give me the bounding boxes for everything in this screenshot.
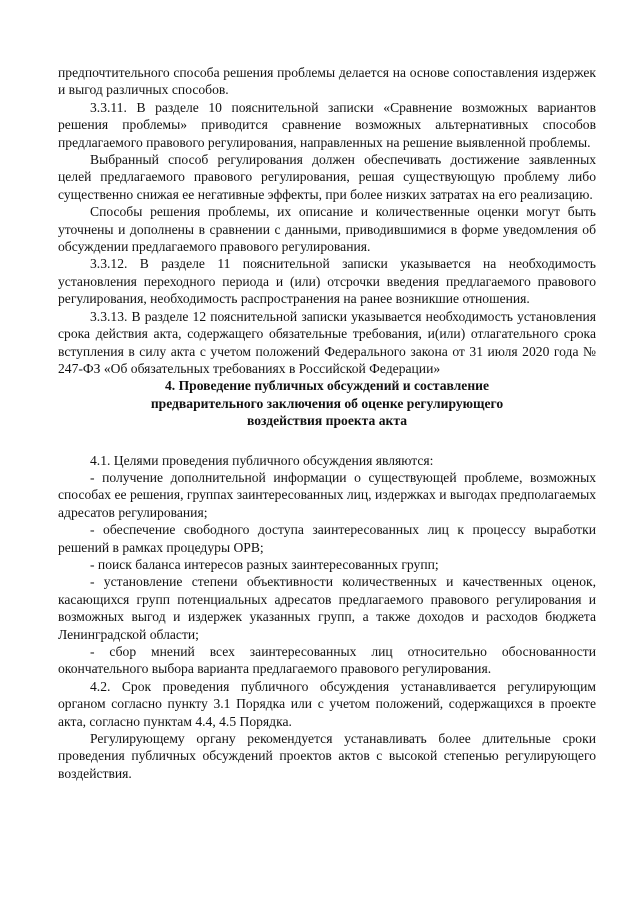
- paragraph-3-3-13: 3.3.13. В разделе 12 пояснительной записки указывается необходимость установления срока действия акта, содержащего обязательные требования, и(или) отлагательного срока вступления в силу акта с учетом положений Федерального закона от 31 июля 2020 года № 247-ФЗ «Об обязательных требованиях в Российской Федерации»: [58, 308, 596, 376]
- list-item-opinions: - сбор мнений всех заинтересованных лиц относительно обоснованности окончательного выбора варианта предлагаемого правового регулирования.: [58, 644, 596, 677]
- list-item-objectivity: - установление степени объективности количественных и качественных оценок, касающихся групп потенциальных адресатов предлагаемого правового регулирования и возможных выгод и издержек указанных групп, а также доходов и расходов бюджета Ленинградской области;: [58, 574, 596, 642]
- section-heading-line-3: воздействия проекта акта: [246, 413, 407, 429]
- paragraph-4-1: 4.1. Целями проведения публичного обсуждения являются:: [90, 452, 434, 468]
- paragraph-4-2: 4.2. Срок проведения публичного обсуждения устанавливается регулирующим органом согласно пункту 3.1 Порядка или с учетом положений, содержащихся в проекте акта, согласно пунктам 4.4, 4.5 Порядка.: [58, 678, 596, 729]
- paragraph-methods-description: Способы решения проблемы, их описание и количественные оценки могут быть уточнены и дополнены в сравнении с данными, приводившимися в форме уведомления об обсуждении предлагаемого правового регулирования.: [58, 204, 596, 255]
- paragraph-continuation: предпочтительного способа решения проблемы делается на основе сопоставления издержек и выгод различных способов.: [58, 65, 596, 98]
- list-item-additional-info: - получение дополнительной информации о существующей проблеме, возможных способах ее решения, группах заинтересованных лиц, издержках и выгодах предполагаемых адресатов регулирования;: [58, 469, 596, 520]
- list-item-balance: - поиск баланса интересов разных заинтересованных групп;: [90, 556, 439, 572]
- section-heading-line-1: 4. Проведение публичных обсуждений и составление: [164, 378, 490, 394]
- document-page: [58, 64, 596, 782]
- list-item-free-access: - обеспечение свободного доступа заинтересованных лиц к процессу выработки решений в рамках процедуры ОРВ;: [58, 522, 596, 555]
- heading-spacer: [58, 430, 596, 452]
- paragraph-chosen-method: Выбранный способ регулирования должен обеспечивать достижение заявленных целей предлагаемого правового регулирования, решая существующую проблему либо существенно снижая ее негативные эффекты, при более низких затратах на его реализацию.: [58, 152, 596, 202]
- paragraph-3-3-12: 3.3.12. В разделе 11 пояснительной записки указывается на необходимость установления переходного периода и (или) отсрочки введения предлагаемого правового регулирования, необходимость распространения на ранее возникшие отношения.: [58, 256, 596, 307]
- paragraph-recommendation: Регулирующему органу рекомендуется устанавливать более длительные сроки проведения публичных обсуждений проектов актов с высокой степенью регулирующего воздействия.: [58, 731, 596, 781]
- paragraph-3-3-11: 3.3.11. В разделе 10 пояснительной записки «Сравнение возможных вариантов решения проблемы» приводится сравнение возможных альтернативных способов предлагаемого правового регулирования, направленных на решение выявленной проблемы.: [58, 99, 596, 150]
- section-heading-line-2: предварительного заключения об оценке регулирующего: [150, 395, 504, 411]
